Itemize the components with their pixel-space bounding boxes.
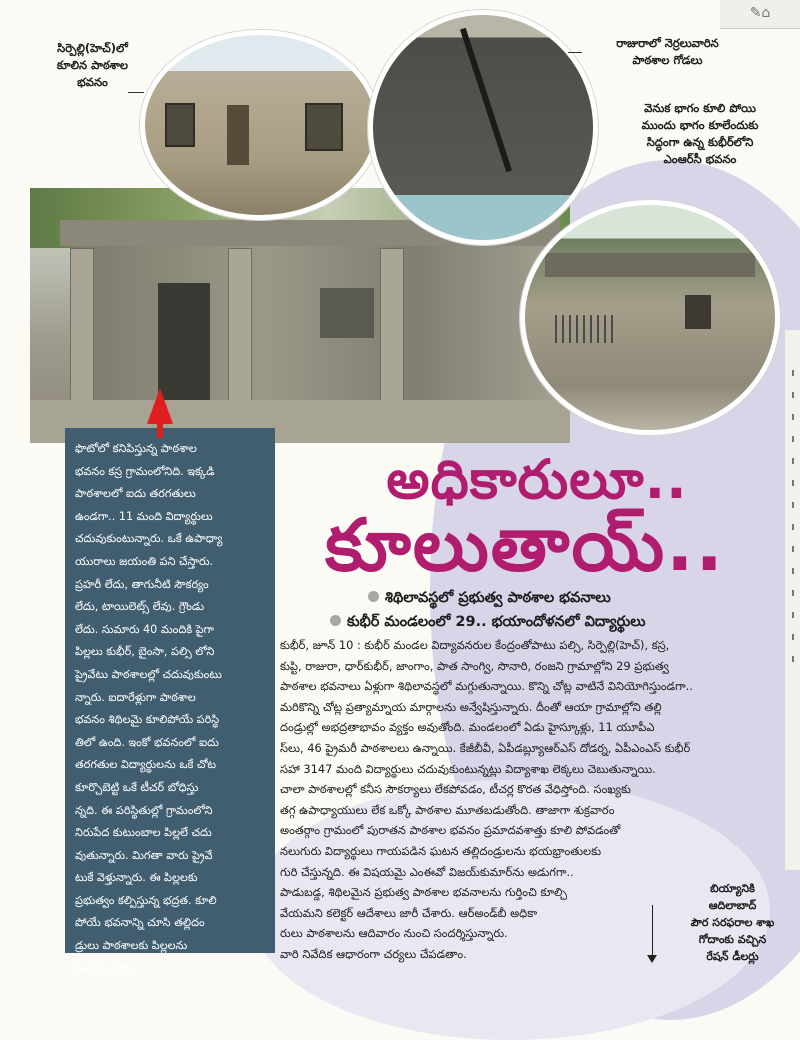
body-line: గురి చేస్తున్నది. ఈ విషయమై ఎంఈవో విజయ్‌కుమార్‌ను అడుగగా.. [280, 864, 574, 879]
photo-pillar [380, 248, 404, 415]
subhead-1 [368, 588, 698, 608]
callout-top-left [35, 40, 150, 91]
body-line: పాఠశాల భవనాలు ఏళ్లుగా శిథిలావస్థలో మగ్గుతున్నాయి. కొన్ని చోట్ల వాటినే వినియోగిస్తుండగా.. [280, 679, 693, 694]
callout-pointer [128, 92, 144, 93]
photo-grill [555, 315, 615, 343]
body-line: దండ్రుల్లో అభద్రతాభావం వ్యక్తం అవుతోంది. మండలంలో ఏడు హైస్కూళ్లు, 11 యూపీఎ [280, 720, 655, 735]
down-arrow-line [652, 905, 653, 960]
callout-pointer [568, 52, 582, 53]
sidebar-line: నిరుపేద కుటుంబాల పిల్లలే చదు [75, 826, 212, 840]
sidebar-line: లేదు, టాయిలెట్స్‌ లేవు. గ్రౌండు [75, 600, 205, 614]
photo-roof [545, 253, 755, 277]
sidebar-line: ప్రహరీ లేదు, తాగునీటి సౌకర్యం [75, 577, 209, 591]
bullet-icon [368, 591, 379, 602]
body-line: అంతర్గాం గ్రామంలో పురాతన పాఠశాల భవనం ప్రమాదవశాత్తు కూలి పోవడంతో [280, 823, 621, 838]
sidebar-line: డ్రులు పాఠశాలకు పిల్లలను [75, 939, 188, 953]
photo-window [165, 103, 195, 147]
headline-line-1: అధికారులూ.. [386, 448, 688, 511]
sidebar-line: పాఠశాలలో ఐదు తరగతులు [75, 487, 196, 501]
callout-line: పాఠశాల గోడలు [632, 53, 703, 67]
callout-line: కూలిన పాఠశాల [56, 58, 129, 72]
sidebar-line: టుకే వెళ్తున్నారు. ఈ పిల్లలకు [75, 871, 198, 885]
next-story-note [665, 880, 800, 965]
body-line: పాడుబడ్డ, శిథిలమైన ప్రభుత్వ పాఠశాల భవనాలను గుర్తించి కూల్చి [280, 885, 567, 900]
sidebar-line: భవనం శిథిలమై కూలిపోయే పరిస్థి [75, 713, 220, 727]
collapsed-school-circle-photo [140, 30, 380, 220]
body-line: సహా 3147 మంది విద్యార్థులు చదువుకుంటున్నట్లు విద్యాశాఖ లెక్కలు చెబుతున్నాయి. [280, 761, 656, 776]
callout-line: సిర్పెల్లి(హెచ్‌)లో [57, 41, 128, 55]
callout-line: వెనుక భాగం కూలి పోయి [644, 101, 756, 115]
sidebar-line: కూర్చొబెట్టి ఒకే టీచర్‌ బోధిస్తు [75, 780, 199, 794]
sidebar-line: చదువుకుంటున్నారు. ఒకే ఉపాధ్యా [75, 532, 223, 546]
sidebar-line: న్నది. ఈ పరిస్థితుల్లో గ్రామంలోని [75, 803, 213, 817]
down-arrow-icon [647, 955, 657, 963]
sidebar-line: ప్రభుత్వం కల్పిస్తున్న భద్రత. కూలి [75, 893, 217, 907]
sidebar-line: న్నారు. ఐదారేళ్లుగా పాఠశాల [75, 690, 196, 704]
red-arrow-icon [147, 388, 173, 424]
photo-caption-sidebar [65, 428, 275, 975]
sidebar-line: తరగతుల విద్యార్థులను ఒకే చోట [75, 758, 216, 772]
wall-crack [460, 28, 512, 173]
photo-window [320, 288, 374, 338]
body-line: నలుగురు విద్యార్థులు గాయపడిన ఘటన తల్లిదండ్రులను భయభ్రాంతులకు [280, 843, 602, 858]
sidebar-line: వుతున్నారు. మిగతా వారు ప్రైవే [75, 848, 213, 862]
body-line: కుభీర్‌, జూన్‌ 10 : కుభీర్‌ మండల విద్యావనరుల కేంద్రంతోపాటు పల్సి, సిర్పెల్లి(హెచ్‌), కస్ర, [280, 638, 670, 652]
photo-pillar [70, 248, 94, 415]
body-line: మరికొన్ని చోట్ల ప్రత్యామ్నాయ మార్గాలను అన్వేషిస్తున్నారు. దీంతో ఆయా గ్రామాల్లోని తల్లి [280, 699, 662, 714]
article-body [280, 635, 695, 965]
body-line: రులు పాఠశాలను ఆదివారం నుంచి సందర్శిస్తున్నారు. [280, 926, 508, 941]
mrc-building-circle-photo [520, 200, 780, 435]
body-line: స్‌లు, 46 ప్రైమరీ పాఠశాలలు ఉన్నాయి. కేజీబీవీ, ఏపీడబ్ల్యూఆర్‌ఎస్‌ దోడర్న, ఏపీఎంఎస్‌ కుభీర్‌ [280, 740, 691, 755]
note-line: పౌర సరఫరాల శాఖ [690, 916, 775, 929]
note-line: గోదాంకు వచ్చిన [698, 933, 767, 946]
sidebar-line: ఫొటోలో కనిపిస్తున్న పాఠశాల [75, 442, 197, 455]
callout-mid-right [615, 100, 785, 168]
photo-wall [70, 246, 560, 406]
corner-doodle-icon: ✎⌂ [720, 0, 800, 29]
photo-pillar [228, 248, 252, 415]
body-line: వేయమని కలెక్టర్‌ ఆదేశాలు జారీ చేశారు. ఆర్‌అండ్‌బీ అధికా [280, 905, 538, 920]
body-line: తగ్గ ఉపాధ్యాయులు లేక ఒక్కో పాఠశాల మూతబడుతోంది. తాజాగా శుక్రవారం [280, 802, 615, 817]
subhead-text: కుభీర్‌ మండలంలో 29.. భయాందోళనలో విద్యార్థులు [347, 614, 646, 630]
callout-line: భవనం [77, 75, 108, 89]
note-line: బియ్యానికి [710, 882, 755, 895]
sidebar-line: తిలో ఉంది. ఇంకో భవనంలో ఐదు [75, 735, 219, 749]
sidebar-line: పోయే భవనాన్ని చూసి తల్లిదం [75, 916, 205, 930]
note-line: ఆదిలాబాద్‌ [708, 899, 757, 912]
body-line: చాలా పాఠశాలల్లో కనీస సౌకర్యాలు లేకపోవడం, టీచర్ల కొరత వేధిస్తోంది. సంఖ్యకు [280, 782, 631, 797]
callout-line: ముందు భాగం కూలేందుకు [641, 118, 759, 132]
sidebar-line: ఉండగా.. 11 మంది విద్యార్థులు [75, 509, 213, 523]
sidebar-line: లేదు. సుమారు 40 మందికి పైగా [75, 622, 214, 636]
photo-door [158, 283, 210, 403]
callout-line: రాజురాలో నెర్రలువారిన [616, 36, 719, 50]
photo-door [227, 105, 249, 165]
red-arrow-stem [157, 420, 163, 438]
callout-line: ఎంఆర్‌సీ భవనం [663, 152, 737, 166]
body-line: కుప్టి, రాజురా, ధార్‌కుభీర్‌, జాంగాం, పాత సాంగ్వి, సొనారి, రంజని గ్రామాల్లోని 29 ప్రభుత్వ [280, 658, 669, 673]
sidebar-line: ప్రైవేటు పాఠశాలల్లో చదువుకుంటు [75, 667, 222, 681]
subhead-2 [330, 612, 750, 632]
body-line: వారి నివేదిక ఆధారంగా చర్యలు చేపడతాం. [280, 946, 467, 961]
bullet-icon [330, 615, 341, 626]
subhead-text: శిథిలావస్థలో ప్రభుత్వ పాఠశాల భవనాలు [385, 590, 611, 606]
photo-window [305, 103, 343, 151]
callout-line: సిద్ధంగా ఉన్న కుభీర్‌లోని [646, 135, 754, 149]
sidebar-line: పిల్లలు కుభీర్‌, బైంసా, పల్సి లోని [75, 645, 215, 659]
photo-window [685, 295, 711, 329]
sidebar-line: పంపడం లేదు. [75, 961, 138, 975]
callout-top-right [580, 35, 755, 69]
headline-line-2: కూలుతాయ్‌.. [325, 503, 725, 587]
note-line: రేషన్‌ డీలర్లు [706, 950, 759, 963]
sidebar-line: యురాలు జయంతి పని చేస్తారు. [75, 554, 214, 568]
sidebar-line: భవనం కస్ర గ్రామంలోనిది. ఇక్కడి [75, 464, 215, 478]
next-column-text-fragment [792, 370, 794, 670]
cracked-wall-circle-photo [368, 10, 598, 245]
